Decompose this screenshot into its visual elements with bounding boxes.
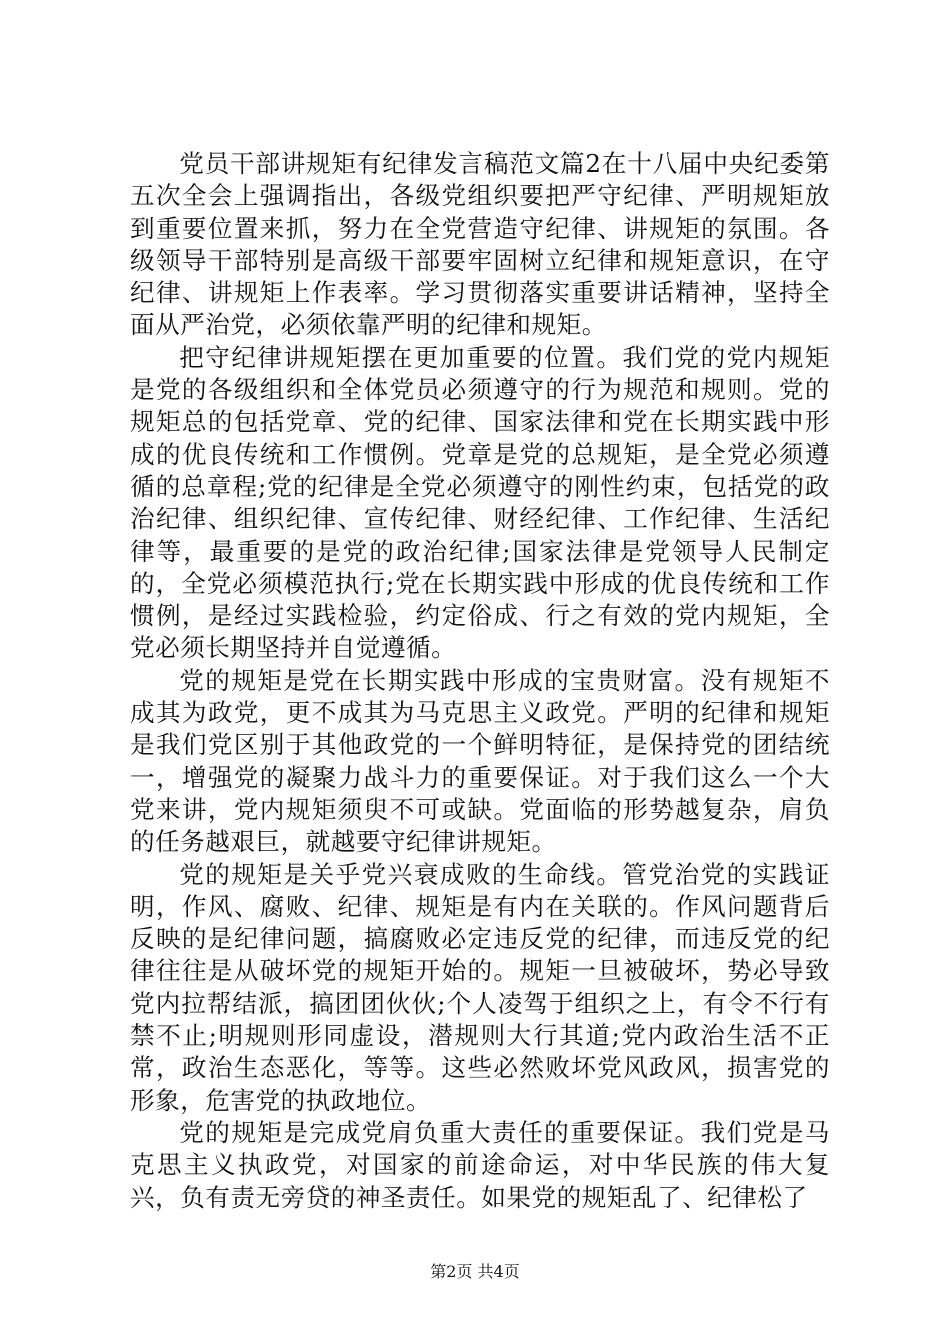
document-body — [130, 148, 830, 1214]
paragraph-2: 把守纪律讲规矩摆在更加重要的位置。我们党的党内规矩是党的各级组织和全体党员必须遵守的行为规范和规则。党的规矩总的包括党章、党的纪律、国家法律和党在长期实践中形成的优良传统和工作惯例。党章是党的总规矩，是全党必须遵循的总章程;党的纪律是全党必须遵守的刚性约束，包括党的政治纪律、组织纪律、宣传纪律、财经纪律、工作纪律、生活纪律等，最重要的是党的政治纪律;国家法律是党领导人民制定的，全党必须模范执行;党在长期实践中形成的优良传统和工作惯例，是经过实践检验，约定俗成、行之有效的党内规矩，全党必须长期坚持并自觉遵循。 — [130, 342, 830, 663]
paragraph-5: 党的规矩是完成党肩负重大责任的重要保证。我们党是马克思主义执政党，对国家的前途命运，对中华民族的伟大复兴，负有责无旁贷的神圣责任。如果党的规矩乱了、纪律松了 — [130, 1117, 830, 1212]
paragraph-4: 党的规矩是关乎党兴衰成败的生命线。管党治党的实践证明，作风、腐败、纪律、规矩是有内在关联的。作风问题背后反映的是纪律问题，搞腐败必定违反党的纪律，而违反党的纪律往往是从破坏党的规矩开始的。规矩一旦被破坏，势必导致党内拉帮结派，搞团团伙伙;个人凌驾于组织之上，有令不行有禁不止;明规则形同虚设，潜规则大行其道;党内政治生活不正常，政治生态恶化，等等。这些必然败坏党风政风，损害党的形象，危害党的执政地位。 — [130, 859, 830, 1115]
page-footer: 第2页 共4页 — [430, 1262, 520, 1281]
paragraph-1: 党员干部讲规矩有纪律发言稿范文篇2在十八届中央纪委第五次全会上强调指出，各级党组织要把严守纪律、严明规矩放到重要位置来抓，努力在全党营造守纪律、讲规矩的氛围。各级领导干部特别是高级干部要牢固树立纪律和规矩意识，在守纪律、讲规矩上作表率。学习贯彻落实重要讲话精神，坚持全面从严治党，必须依靠严明的纪律和规矩。 — [130, 149, 830, 340]
paragraph-3: 党的规矩是党在长期实践中形成的宝贵财富。没有规矩不成其为政党，更不成其为马克思主义政党。严明的纪律和规矩是我们党区别于其他政党的一个鲜明特征，是保持党的团结统一，增强党的凝聚力战斗力的重要保证。对于我们这么一个大党来讲，党内规矩须臾不可或缺。党面临的形势越复杂，肩负的任务越艰巨，就越要守纪律讲规矩。 — [130, 665, 830, 857]
